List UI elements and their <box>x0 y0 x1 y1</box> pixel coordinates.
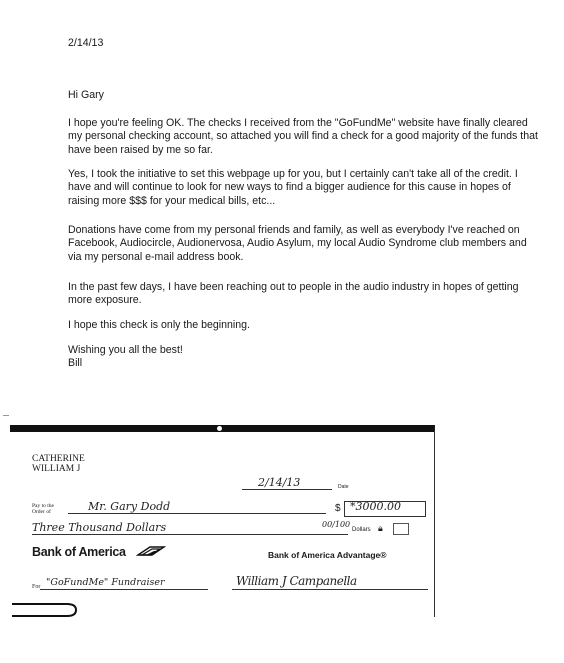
dollars-label: Dollars <box>352 527 371 533</box>
letter-paragraph: I hope you're feeling OK. The checks I received from the "GoFundMe" website have finally cleared my personal checking account, so attached you will find a check for a good majority of the funds that have been raised by me so far. <box>68 117 538 156</box>
security-features-box-icon <box>393 523 409 535</box>
check-top-dot <box>217 426 222 431</box>
letter-paragraph: I hope this check is only the beginning. <box>68 319 250 331</box>
account-holder-line2: WILLIAM J <box>32 464 81 474</box>
signature-line <box>232 589 428 590</box>
amount-in-words: Three Thousand Dollars <box>32 521 167 534</box>
scan-mark <box>3 415 9 416</box>
pay-to-label <box>32 503 54 515</box>
dollar-sign: $ <box>335 503 341 514</box>
payee: Mr. Gary Dodd <box>88 500 171 513</box>
signature: William J Campanella <box>236 574 357 588</box>
closing-line: Wishing you all the best! <box>68 344 183 356</box>
memo-text: "GoFundMe" Fundraiser <box>46 577 165 588</box>
payee-line <box>68 513 326 514</box>
bank-flag-logo-icon <box>136 544 166 558</box>
amount-words-line <box>32 534 348 535</box>
pay-to-label-line2: Order of <box>32 509 51 515</box>
date-label: Date <box>338 484 349 490</box>
check-amount: *3000.00 <box>350 500 401 513</box>
signoff: Bill <box>68 357 83 370</box>
padlock-icon: 🔒︎ <box>378 523 383 533</box>
micr-area-mark <box>12 600 82 618</box>
bank-logo-text: Bank of America <box>32 545 126 559</box>
bank-product-name: Bank of America Advantage® <box>268 550 387 560</box>
letter-closing <box>68 344 183 371</box>
letter-date: 2/14/13 <box>68 37 104 49</box>
account-holder-line1: CATHERINE <box>32 454 85 464</box>
check-date: 2/14/13 <box>258 476 301 489</box>
letter-greeting: Hi Gary <box>68 89 104 101</box>
date-line <box>242 489 332 490</box>
letter-paragraph: Donations have come from my personal friends and family, as well as everybody I've reached on Facebook, Audiocircle, Audionervosa, Audio Asylum, my local Audio Syndrome club members and via my personal e-mail address book. <box>68 224 527 263</box>
bank-check <box>10 425 435 617</box>
pay-to-label-line1: Pay to the <box>32 503 54 509</box>
account-holder <box>32 454 85 474</box>
memo-line <box>40 589 208 590</box>
memo-label: For <box>32 584 41 590</box>
cents: 00/100 <box>322 520 351 529</box>
letter-paragraph: Yes, I took the initiative to set this webpage up for you, but I certainly can't take all of the credit. I have and will continue to look for new ways to find a bigger audience for this cause in hopes of raising more $$$ for your medical bills, etc... <box>68 168 518 207</box>
letter-paragraph: In the past few days, I have been reaching out to people in the audio industry in hopes of getting more exposure. <box>68 281 519 307</box>
